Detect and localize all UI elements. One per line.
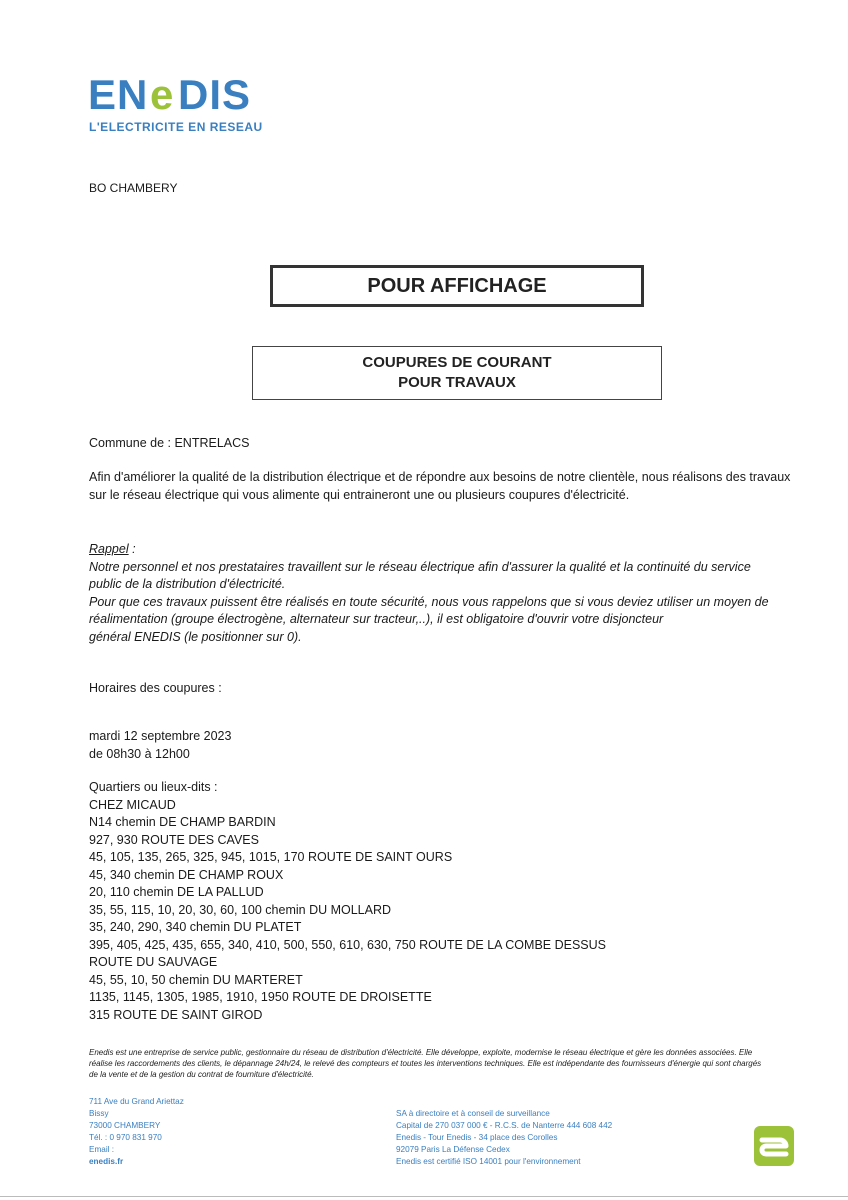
legal-line: Enedis - Tour Enedis - 34 place des Corolles xyxy=(396,1133,558,1142)
rappel-label: Rappel xyxy=(89,542,129,556)
outage-date: mardi 12 septembre 2023 xyxy=(89,729,232,743)
rappel-line: réalimentation (groupe électrogène, alternateur sur tracteur,..), il est obligatoire d'ouvrir votre disjoncteur xyxy=(89,612,664,626)
address-line: Bissy xyxy=(89,1109,109,1118)
rappel-line: Notre personnel et nos prestataires travaillent sur le réseau électrique afin d'assurer la qualité et la continuité du service xyxy=(89,559,751,574)
legal-line: SA à directoire et à conseil de surveillance xyxy=(396,1109,550,1118)
legal-info xyxy=(396,1108,612,1168)
website-link[interactable]: enedis.fr xyxy=(89,1157,124,1166)
outage-schedule xyxy=(89,728,231,763)
quartier-item: 315 ROUTE DE SAINT GIROD xyxy=(89,1007,263,1022)
intro-paragraph: Afin d'améliorer la qualité de la distribution électrique et de répondre aux besoins de notre clientèle, nous réalisons des travaux sur le réseau électrique qui vous alimente qui entraineront une ou plusieurs coupures d'électricité. xyxy=(89,470,791,502)
office-address xyxy=(89,1096,184,1168)
rappel-heading: Rappel : xyxy=(89,542,136,556)
enedis-logo xyxy=(88,72,278,114)
rappel-section xyxy=(89,541,799,646)
quartier-item: 45, 340 chemin DE CHAMP ROUX xyxy=(89,867,284,882)
email-line: Email : xyxy=(89,1145,115,1154)
legal-line: Enedis est certifié ISO 14001 pour l'environnement xyxy=(396,1157,581,1166)
quartier-item: 927, 930 ROUTE DES CAVES xyxy=(89,832,259,847)
company-footnote: Enedis est une entreprise de service public, gestionnaire du réseau de distribution d'électricité. Elle développe, exploite, modernise le réseau électrique et gère les données associées. Elle réalise les raccordements des clients, le dépannage 24h/24, le relevé des compteurs et toutes les interventions techniques. Elle est indépendante des fournisseurs d'énergie qui sont chargés de la vente et de la gestion du contrat de fourniture d'électricité. xyxy=(89,1048,762,1079)
quartier-item: N14 chemin DE CHAMP BARDIN xyxy=(89,815,276,829)
quartier-item: 35, 240, 290, 340 chemin DU PLATET xyxy=(89,920,302,934)
quartier-item: CHEZ MICAUD xyxy=(89,797,176,812)
subtitle-box xyxy=(252,346,662,400)
legal-line: Capital de 270 037 000 € - R.C.S. de Nanterre 444 608 442 xyxy=(396,1121,613,1130)
quartier-item: 1135, 1145, 1305, 1985, 1910, 1950 ROUTE DE DROISETTE xyxy=(89,990,432,1004)
rappel-line: Pour que ces travaux puissent être réalisés en toute sécurité, nous vous rappelons que si vous deviez utiliser un moyen de xyxy=(89,594,769,609)
title-text: POUR AFFICHAGE xyxy=(367,275,547,297)
quartier-item: 45, 105, 135, 265, 325, 945, 1015, 170 ROUTE DE SAINT OURS xyxy=(89,850,453,864)
quartier-item: 395, 405, 425, 435, 655, 340, 410, 500, 550, 610, 630, 750 ROUTE DE LA COMBE DESSUS xyxy=(89,937,606,952)
horaires-label: Horaires des coupures : xyxy=(89,681,222,695)
rappel-line: public de la distribution d'électricité. xyxy=(89,577,286,591)
svg-text:DIS: DIS xyxy=(178,72,252,114)
office-name: BO CHAMBERY xyxy=(89,181,178,195)
quartier-item: 45, 55, 10, 50 chemin DU MARTERET xyxy=(89,972,303,987)
svg-text:e: e xyxy=(150,72,174,114)
quartier-item: ROUTE DU SAUVAGE xyxy=(89,955,218,969)
quartier-item: 35, 55, 115, 10, 20, 30, 60, 100 chemin DU MOLLARD xyxy=(89,902,392,917)
quartiers-section xyxy=(89,779,606,1024)
address-line: 73000 CHAMBERY xyxy=(89,1121,161,1130)
logo-tagline: L'ELECTRICITE EN RESEAU xyxy=(89,120,263,134)
bottom-divider xyxy=(0,1196,848,1197)
enedis-e-mark-icon xyxy=(752,1124,796,1173)
subtitle-line-2: POUR TRAVAUX xyxy=(398,374,516,391)
outage-time: de 08h30 à 12h00 xyxy=(89,746,190,761)
address-line: 711 Ave du Grand Ariettaz xyxy=(89,1097,184,1106)
subtitle-line-1: COUPURES DE COURANT xyxy=(362,354,552,371)
title-box xyxy=(270,265,644,307)
svg-text:EN: EN xyxy=(88,72,149,114)
commune: Commune de : ENTRELACS xyxy=(89,436,250,450)
legal-line: 92079 Paris La Défense Cedex xyxy=(396,1145,510,1154)
phone-line: Tél. : 0 970 831 970 xyxy=(89,1133,162,1142)
quartier-item: 20, 110 chemin DE LA PALLUD xyxy=(89,885,264,899)
rappel-line: général ENEDIS (le positionner sur 0). xyxy=(89,629,302,644)
quartiers-label: Quartiers ou lieux-dits : xyxy=(89,780,218,794)
